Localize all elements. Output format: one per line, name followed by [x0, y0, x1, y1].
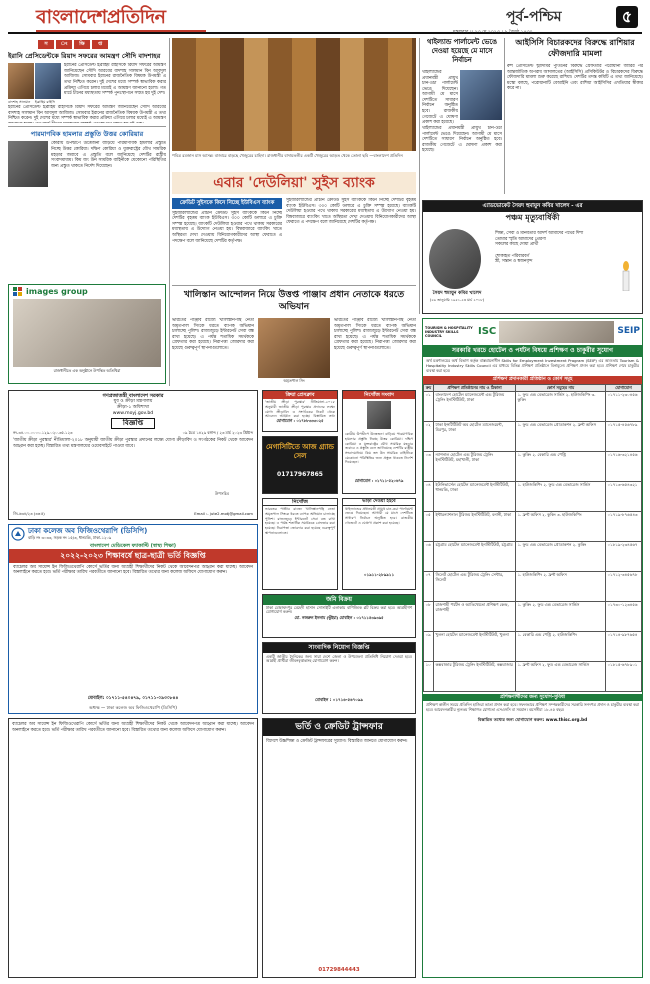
land-sale-ad[interactable]	[262, 594, 416, 638]
column-header: ক্রম	[424, 384, 434, 391]
press-title: ক্রিয়া প্রেসক্লাব	[263, 391, 337, 399]
seip-header	[423, 319, 642, 345]
seip-course-table	[423, 384, 642, 692]
college-ad[interactable]	[8, 524, 258, 714]
table-cell-no: ০৮	[424, 601, 434, 631]
table-cell-course: ১. ফুড এন্ড বেভারেজ সার্ভিস ২. হাউজকিপিং ৩. কুকিং	[516, 391, 606, 421]
column-divider	[504, 38, 505, 194]
table-row	[424, 601, 642, 631]
table-cell-no: ০১	[424, 391, 434, 421]
story-body-cont: সুইজারল্যান্ডের প্রাচীন ক্রেডিট সুইস ব্যাংককে কিনে নিচ্ছে দেশটির বৃহত্তম ব্যাংক ইউবিএস। ৩০০ কোটি ডলারে এ চুক্তি সম্পন্ন হয়েছে। ব্যাংকটি দেউলিয়া হওয়ার পথে থাকায় সরকারের মধ্যস্থতায় এ উদ্যোগ নেওয়া হয়। বিশ্ববাজারে ব্যাংকিং খাতে অস্থিরতা দেখা দেওয়ায় বিনিয়োগকারীদের আস্থা ফেরাতে এ পদক্ষেপ বলে জানিয়েছে দেশটির কর্তৃপক্ষ।	[286, 198, 416, 226]
headline-credit-suisse: এবার 'দেউলিয়া' সুইস ব্যাংক	[213, 175, 375, 191]
story-body-cont: থাইল্যান্ডের প্রধানমন্ত্রী প্রায়ুথ চান-ওচা পার্লামেন্ট ভেঙে দিয়েছেন। আগামী মে মাসে দেশটিতে সাধারণ নির্বাচন অনুষ্ঠিত হবে। রাজকীয় গেজেটে এ ঘোষণা প্রকাশ করা হয়েছে।	[422, 126, 502, 154]
caption: অমৃতপাল সিং	[283, 378, 305, 383]
news-title: সাংবাদিক নিয়োগ বিজ্ঞপ্তি	[263, 643, 415, 653]
story-body: সুইজারল্যান্ডের প্রাচীন ক্রেডিট সুইস ব্যাংককে কিনে নিচ্ছে দেশটির বৃহত্তম ব্যাংক ইউবিএস। ৩০০ কোটি ডলারে এ চুক্তি সম্পন্ন হয়েছে। ব্যাংকটি দেউলিয়া হওয়ার পথে থাকায় সরকারের মধ্যস্থতায় এ উদ্যোগ নেওয়া হয়। বিশ্ববাজারে ব্যাংকিং খাতে অস্থিরতা দেখা দেওয়ায় বিনিয়োগকারীদের আস্থা ফেরাতে এ পদক্ষেপ বলে জানিয়েছে দেশটির কর্তৃপক্ষ।	[172, 210, 282, 244]
headline-icc[interactable]: আইসিসি বিচারকদের বিরুদ্ধে রাশিয়ার ফৌজদারি মামলা	[515, 38, 635, 58]
headline-north-korea[interactable]: পারমাণবিক হামলার প্রস্তুতি উত্তর কোরিয়ার	[30, 130, 144, 139]
photo-north-korea	[8, 141, 48, 187]
college-address: বাড়ি নং ৩০৩৩, সড়ক নং ১৫/৩, ধানমন্ডি, ঢাকা-১২০৯	[28, 535, 112, 540]
photo-memorial-portrait	[429, 229, 481, 289]
tag-letter: প্ত	[92, 40, 108, 49]
mega-title: মেগাসিটিতে আজ গ্র্যান্ড সেল	[265, 443, 335, 460]
photo-amritpal	[258, 318, 330, 378]
tag-letter: ং	[56, 40, 72, 49]
table-cell-course: ১. কুকিং ২. ফুড এন্ড বেভারেজ সার্ভিস	[516, 601, 606, 631]
table-cell-no: ০৫	[424, 511, 434, 541]
missing-notice-2[interactable]	[262, 498, 338, 590]
table-cell-course: ১. ফুড এন্ড বেভারেজ প্রোডাকশন ২. কুকিং	[516, 541, 606, 571]
table-cell-course: ১. ফ্রন্ট অফিস ২. কুকিং ৩. হাউজকিপিং	[516, 511, 606, 541]
college-ad-details	[8, 718, 258, 978]
memorial-line: সকলের কাছে দোয়া প্রার্থী	[495, 242, 539, 248]
journalist-recruitment-ad[interactable]	[262, 642, 416, 714]
column-divider	[419, 38, 420, 314]
memorial-line: তোমার স্মৃতি আমাদের প্রেরণা	[495, 236, 546, 242]
images-group-caption: রাজধানীতে এক অনুষ্ঠানে উপস্থিত অতিথিরা	[53, 368, 121, 373]
admission-body: বিদেশে উচ্চশিক্ষা ও ক্রেডিট ট্রান্সফারের সুযোগ। বিস্তারিত জানতে যোগাযোগ করুন।	[266, 739, 408, 745]
news-body: একটি জাতীয় দৈনিকের জন্য সারা দেশে জেলা ও উপজেলা প্রতিনিধি নিয়োগ দেওয়া হবে। আগ্রহী প্রার্থীরা জীবনবৃত্তান্তসহ যোগাযোগ করুন।	[266, 653, 412, 664]
table-cell-phone[interactable]: ০১৭১৪-৯৮৭৬৫৪	[606, 631, 642, 661]
table-cell-no: ০৩	[424, 451, 434, 481]
table-cell-course: ১. হাউজকিপিং ২. ফ্রন্ট অফিস	[516, 571, 606, 601]
gov-email[interactable]: Email :- jute2.motj@gmail.com	[194, 511, 253, 517]
gov-signer: উপসচিব	[214, 491, 229, 496]
table-row	[424, 571, 642, 601]
benefit-heading: প্রশিক্ষণার্থীদের জন্য সুযোগ-সুবিধা	[423, 694, 642, 702]
table-cell-phone[interactable]: ০১৭১৫-৪৫৬৭৮৯	[606, 421, 642, 451]
candle-icon	[618, 261, 634, 291]
table-cell-phone[interactable]: ০১৭১৬-৩২১৪৫৬	[606, 451, 642, 481]
admission-ad[interactable]	[262, 718, 416, 978]
press-club-ad[interactable]	[262, 390, 338, 432]
missing-phone[interactable]: যোগাযোগ : ০১৭১১-৫২০৬৭৯	[354, 478, 404, 484]
seip-table-heading: প্রশিক্ষণ প্রদানকারী প্রতিষ্ঠান ও কোর্স সমূহ	[423, 376, 642, 384]
seip-ad[interactable]	[422, 318, 643, 978]
college-footer: অধ্যক্ষ — ঢাকা কলেজ অব ফিজিওথেরাপি (ডিসিপি)	[89, 704, 177, 710]
mega-sale-ad[interactable]	[262, 436, 338, 494]
memorial-ad[interactable]	[422, 200, 643, 314]
masthead	[8, 4, 642, 34]
thisc-name: TOURISM & HOSPITALITY INDUSTRY SKILLS COUNCIL	[425, 325, 473, 339]
logo-part1: বাংলাদেশ	[36, 6, 107, 28]
gov-memo: নং-৩৪.০০.০০০০.১২৯.০২০.৩৫.১২৩	[13, 430, 73, 436]
memorial-title: পঞ্চম মৃত্যুবার্ষিকী	[505, 212, 560, 222]
images-group-logo-text: images group	[26, 287, 88, 296]
nikhoj2-title: নিখোঁজ	[263, 499, 337, 506]
table-cell-no: ০৯	[424, 631, 434, 661]
memorial-line: শিক্ষা, সেবা ও মানবতার আদর্শ আমাদের পথের দিশা	[495, 231, 584, 236]
college-body: ব্যাচেলর অব সায়েন্স ইন ফিজিওথেরাপি কোর্সে ভর্তির জন্য আগ্রহী শিক্ষার্থীদের নিকট থেকে আবেদনপত্র আহ্বান করা যাচ্ছে। আবেদন অনলাইনে করতে হবে। ভর্তি পরীক্ষার তারিখ পরবর্তীতে জানানো হবে। বিস্তারিত তথ্যের জন্য কলেজ অফিসে যোগাযোগ করুন।	[13, 564, 253, 576]
section-title: পূর্ব-পশ্চিম	[506, 9, 562, 25]
table-row	[424, 511, 642, 541]
missing-title: নিখোঁজ সংবাদ	[343, 391, 415, 399]
memorial-name: সৈয়দ হুমায়ুন কবির খালেদ	[432, 291, 482, 296]
divider	[8, 126, 166, 127]
table-cell-course: ১. কুকিং ২. বেকারি এন্ড পেস্ট্রি	[516, 451, 606, 481]
tag-letter: ক্ষি	[74, 40, 90, 49]
seip-footer[interactable]: বিস্তারিত তথ্যের জন্য যোগাযোগ করুন: www.thisc.org.bd	[477, 717, 588, 723]
memorial-family: স্ত্রী, সন্তান ও স্বজনবৃন্দ	[495, 259, 533, 265]
photo-raisi	[35, 63, 61, 99]
photo-prayuth	[460, 70, 502, 120]
rent-phone[interactable]: ০১৯১১-২৮৯৯১১	[363, 571, 395, 577]
table-row	[424, 541, 642, 571]
table-cell-inst: বাংলাদেশ হোটেল ম্যানেজমেন্ট এন্ড টুরিজম ট্রেনিং ইনস্টিটিউট, ঢাকা	[434, 391, 516, 421]
table-row	[424, 391, 642, 421]
story-body: ইরানের প্রেসিডেন্ট ইব্রাহিম রাইসিকে রিয়াদ সফরের আমন্ত্রণ জানিয়েছেন সৌদি আরবের বাদশাহ সালমান বিন আবদুল আজিজ। সোমবার ইরানের রাজনৈতিক বিষয়ক উপমন্ত্রী এ তথ্য নিশ্চিত করেন। দুই দেশের মধ্যে সম্পর্ক স্বাভাবিক করার প্রক্রিয়া এগিয়ে চলার মধ্যেই এ আমন্ত্রণ জানানো হলো। গত মার্চে চীনের মধ্যস্থতায় সম্পর্ক পুনঃস্থাপনে সম্মত হয় দুই দেশ।	[64, 63, 166, 97]
credit-suisse-subhead: ক্রেডিট সুইসকে কিনে নিচ্ছে ইউবিএস ব্যাংক	[172, 198, 282, 209]
table-cell-phone[interactable]: ০১৮১৯-২৩৪৫৬৭	[606, 541, 642, 571]
admission-phone[interactable]: 01729844443	[318, 967, 360, 974]
table-cell-no: ০৬	[424, 541, 434, 571]
table-row	[424, 631, 642, 661]
headline-khalistan[interactable]: খালিস্তান আন্দোলন নিয়ে উত্তপ্ত পাঞ্জাব প্রধান নেতাকে ধরতে অভিযান	[183, 290, 405, 312]
memorial-dates: (২৬ জানুয়ারি ১৯৫১-২৩ মার্চ ২০১৮)	[429, 298, 485, 302]
hero-caption: পবিত্র রমজান মাস আসন্ন। বাজারে বাড়ছে খেজুরের চাহিদা। রাজধানীর বাদামতলীর একটি খেজুরের আড়ত থেকে তোলা ছবি —বাংলাদেশ প্রতিদিন	[172, 153, 403, 158]
memorial-banner: এ্যাডভোকেট সৈয়দ হুমায়ুন কবির খালেদ - এর	[423, 201, 642, 212]
credit-suisse-banner[interactable]	[172, 172, 416, 194]
isc-logo: ISC	[478, 325, 497, 337]
images-group-photo	[13, 299, 161, 367]
seip-header-photo	[499, 321, 614, 343]
table-cell-course: ১. বেকারি এন্ড পেস্ট্রি ২. হাউজকিপিং	[516, 631, 606, 661]
college-banner: বাংলাদেশ মেডিকেল ফ্যাকাল্টি (স্বাস্থ্য শিক্ষা)	[89, 543, 177, 549]
gov-header-line: গণপ্রজাতন্ত্রী বাংলাদেশ সরকার	[102, 393, 164, 399]
story-body: ভারতের পাঞ্জাব রাজ্যে খালিস্তানপন্থি নেতা অমৃতপাল সিংকে ধরতে ব্যাপক অভিযান চালাচ্ছে পুলিশ। রাজ্যজুড়ে ইন্টারনেট সেবা বন্ধ রাখা হয়েছে। এ পর্যন্ত শতাধিক সমর্থককে গ্রেফতার করা হয়েছে। নিরাপত্তা জোরদার করা হয়েছে গুরুত্বপূর্ণ স্থাপনাগুলোতে।	[172, 318, 254, 351]
ad-header	[9, 285, 165, 299]
gov-website[interactable]: www.moyj.gov.bd	[112, 410, 154, 416]
logo-underline	[36, 30, 206, 32]
hero-photo-dates-market	[172, 38, 416, 151]
table-row	[424, 451, 642, 481]
table-cell-phone[interactable]: ০১৭৩০-১২৩৪৫৬	[606, 601, 642, 631]
admission-title: ভর্তি ও ক্রেডিট ট্রান্সফার	[263, 719, 415, 736]
table-cell-inst: চট্টগ্রাম হোটেল ম্যানেজমেন্ট ইনস্টিটিউট, চট্টগ্রাম	[434, 541, 516, 571]
gov-header-line: ক্রীড়া-১ অধিশাখা	[116, 404, 150, 410]
caption: বাদশাহ সালমান	[8, 100, 31, 105]
seip-logo: SEIP	[617, 326, 640, 337]
college-details-body: ব্যাচেলর অব সায়েন্স ইন ফিজিওথেরাপি কোর্সে ভর্তির জন্য আগ্রহী শিক্ষার্থীদের নিকট থেকে আবেদনপত্র আহ্বান করা যাচ্ছে। আবেদন অনলাইনে করতে হবে। ভর্তি পরীক্ষার তারিখ পরবর্তীতে জানানো হবে। বিস্তারিত তথ্যের জন্য কলেজ অফিসে যোগাযোগ করুন।	[12, 722, 254, 733]
land-body: ঢাকা মোহাম্মদপুর মেহেদী হাসান সোসাইটি এলাকায় বাণিজ্যিক প্লট বিক্রয় করা হবে। আগ্রহীগণ যোগাযোগ করুন।	[266, 604, 412, 615]
tag-letter: স	[38, 40, 54, 49]
missing-notice[interactable]	[342, 390, 416, 494]
caption: ইব্রাহিম রাইসি	[35, 100, 55, 105]
table-cell-course: ১. ফ্রন্ট অফিস ২. ফুড এন্ড বেভারেজ সার্ভিস	[516, 661, 606, 691]
gov-header-line: যুব ও ক্রীড়া মন্ত্রণালয়	[113, 399, 153, 405]
gov-body: 'জাতীয় ক্রীড়া পুরস্কার' নীতিমালা-২০১৮ অনুযায়ী জাতীয় ক্রীড়া পুরস্কার প্রদানের লক্ষ্যে যোগ্য ক্রীড়াবিদ ও সংগঠকের নিকট থেকে আবেদন আহ্বান করা হচ্ছে। বিস্তারিত তথ্য মন্ত্রণালয়ের ওয়েবসাইটে পাওয়া যাবে।	[13, 437, 253, 449]
column-header: কোর্স সমূহের নাম	[516, 384, 606, 391]
story-body-cont: ভারতের পাঞ্জাব রাজ্যে খালিস্তানপন্থি নেতা অমৃতপাল সিংকে ধরতে ব্যাপক অভিযান চালাচ্ছে পুলিশ। রাজ্যজুড়ে ইন্টারনেট সেবা বন্ধ রাখা হয়েছে। এ পর্যন্ত শতাধিক সমর্থককে গ্রেফতার করা হয়েছে। নিরাপত্তা জোরদার করা হয়েছে গুরুত্বপূর্ণ স্থাপনাগুলোতে।	[334, 318, 416, 351]
college-phone[interactable]: মোবাইল: ০১৭১১-৫৪০৪৭৯, ০১৭১১-০৯৩০৮৪৪	[87, 695, 179, 701]
story-body: কোরীয় উপদ্বীপে উত্তেজনা বাড়িয়ে পারমাণবিক হামলার প্রস্তুতি নিচ্ছে উত্তর কোরিয়া। দক্ষিণ কোরিয়া ও যুক্তরাষ্ট্রের যৌথ সামরিক মহড়ার জবাবে এ প্রস্তুতি বলে জানিয়েছে দেশটির রাষ্ট্রীয় সংবাদমাধ্যম। কিম জং উন সামরিক বাহিনীকে যেকোনো পরিস্থিতির জন্য প্রস্তুত থাকতে নির্দেশ দিয়েছেন।	[51, 141, 166, 169]
table-cell-no: ০৭	[424, 571, 434, 601]
college-header	[9, 525, 257, 543]
photo-pair	[8, 63, 166, 105]
gov-notice-title: বিজ্ঞপ্তি	[111, 418, 155, 429]
images-group-logo-icon	[13, 287, 23, 297]
table-cell-course: ১. হাউজকিপিং ২. ফুড এন্ড বেভারেজ সার্ভিস	[516, 481, 606, 511]
rent-title: ভাড়া দেওয়া হইবে	[343, 499, 415, 506]
college-logo-icon	[11, 527, 25, 541]
page-number: ৫	[616, 6, 638, 28]
table-cell-phone[interactable]: ০১৭১৯-৮৭৬৫৪৩	[606, 511, 642, 541]
memorial-text	[495, 231, 605, 265]
table-cell-phone[interactable]: ০১৭১২-৩৪৫৬৭৮	[606, 571, 642, 601]
left-column	[8, 38, 166, 270]
credit-suisse-left	[172, 198, 282, 267]
seip-intro: অর্থ মন্ত্রণালয়ের অর্থ বিভাগ কর্তৃক বাস্তবায়নাধীন Skills for Employment Investment Program (SEIP) এর আওতায় Tourism & Hospitality Industry Skills Council এর মাধ্যমে বিভিন্ন প্রশিক্ষণ প্রতিষ্ঠানে বিনামূল্যে প্রশিক্ষণ প্রদান করা হবে। প্রশিক্ষণ শেষে চাকুরীর ব্যবস্থা করা হবে।	[426, 357, 639, 373]
table-cell-inst: ন্যাশনাল হোটেল এন্ড টুরিজম ট্রেনিং ইনস্টিটিউট, মহাখালী, ঢাকা	[434, 451, 516, 481]
story-body: থাইল্যান্ডের প্রধানমন্ত্রী প্রায়ুথ চান-ওচা পার্লামেন্ট ভেঙে দিয়েছেন। আগামী মে মাসে দেশটিতে সাধারণ নির্বাচন অনুষ্ঠিত হবে। রাজকীয় গেজেটে এ ঘোষণা প্রকাশ করা হয়েছে।	[422, 70, 458, 124]
table-cell-inst: ইউনিভার্সেল হোটেল ম্যানেজমেন্ট ইনস্টিটিউট, ধানমন্ডি, ঢাকা	[434, 481, 516, 511]
newspaper-logo[interactable]	[36, 6, 165, 30]
column-header: প্রশিক্ষণ প্রতিষ্ঠানের নাম ও ঠিকানা	[434, 384, 516, 391]
table-row	[424, 481, 642, 511]
table-cell-inst: রাজশাহী পর্যটন ও আতিথেয়তা প্রশিক্ষণ কেন্দ্র, রাজশাহী	[434, 601, 516, 631]
gov-notice-ad[interactable]	[8, 390, 258, 520]
college-title: ঢাকা কলেজ অব ফিজিওথেরাপি (ডিসিপি)	[28, 527, 148, 536]
table-cell-no: ১০	[424, 661, 434, 691]
missing-body: কোরীয় উপদ্বীপে উত্তেজনা বাড়িয়ে পারমাণবিক হামলার প্রস্তুতি নিচ্ছে উত্তর কোরিয়া। দক্ষিণ কোরিয়া ও যুক্তরাষ্ট্রের যৌথ সামরিক মহড়ার জবাবে এ প্রস্তুতি বলে জানিয়েছে দেশটির রাষ্ট্রীয় সংবাদমাধ্যম। কিম জং উন সামরিক বাহিনীকে যেকোনো পরিস্থিতির জন্য প্রস্তুত থাকতে নির্দেশ দিয়েছেন।	[345, 432, 413, 465]
images-group-ad[interactable]	[8, 284, 166, 384]
column-header: যোগাযোগ	[606, 384, 642, 391]
photo-missing-person	[367, 401, 391, 429]
table-cell-inst: ঢাকা ইন্সটিটিউট অব হোটেল ম্যানেজমেন্ট, মিরপুর, ঢাকা	[434, 421, 516, 451]
table-cell-inst: খুলনা হোটেল ম্যানেজমেন্ট ইনস্টিটিউট, খুলনা	[434, 631, 516, 661]
table-cell-course: ১. ফুড এন্ড বেভারেজ প্রোডাকশন ২. ফ্রন্ট অফিস	[516, 421, 606, 451]
mega-phone[interactable]: 01717967865	[277, 470, 323, 478]
photo-king-salman	[8, 63, 34, 99]
headline-thailand[interactable]: থাইল্যান্ড পার্লামেন্ট ভেঙে দেওয়া হয়েছে মে মাসে নির্বাচন	[426, 38, 498, 64]
credit-suisse-story	[172, 198, 416, 280]
table-cell-no: ০৪	[424, 481, 434, 511]
nikhoj2-body: ভারতের পাঞ্জাব রাজ্যে খালিস্তানপন্থি নেতা অমৃতপাল সিংকে ধরতে ব্যাপক অভিযান চালাচ্ছে পুলিশ। রাজ্যজুড়ে ইন্টারনেট সেবা বন্ধ রাখা হয়েছে। এ পর্যন্ত শতাধিক সমর্থককে গ্রেফতার করা হয়েছে। নিরাপত্তা জোরদার করা হয়েছে গুরুত্বপূর্ণ স্থাপনাগুলোতে।	[265, 507, 335, 535]
seip-rows	[424, 391, 642, 691]
khalistan-story	[172, 318, 416, 386]
land-phone[interactable]: মো. নজরুল ইসলাম (ভূঁইয়া) মোবাইল : ০১৭১১৫৩৯৩৯৫	[294, 615, 384, 621]
table-cell-inst: সিলেট হোটেল এন্ড টুরিজম ট্রেনিং সেন্টার, সিলেট	[434, 571, 516, 601]
table-cell-phone[interactable]: ০১৭১১-২৩০৪৫৬	[606, 391, 642, 421]
nk-story	[8, 141, 166, 211]
table-header	[424, 384, 642, 391]
land-title: জমি বিক্রয়	[263, 595, 415, 605]
college-headline: ২০২২-২০২৩ শিক্ষাবর্ষে ছাত্র-ছাত্রী ভর্তি বিজ্ঞপ্তি	[9, 549, 257, 562]
seip-headline: সরকারি খরচে হোটেল ও পর্যটন বিষয়ে প্রশিক্ষণ ও চাকুরীর সুযোগ	[423, 345, 642, 357]
briefs-tag	[38, 40, 166, 49]
table-cell-phone[interactable]: ০১৭১৩-৬৫৪৩২১	[606, 481, 642, 511]
story-body: রুশ প্রেসিডেন্ট ভ্লাদিমির পুতিনের বিরুদ্ধে গ্রেফতারি পরোয়ানা জারির পর আন্তর্জাতিক অপরাধ আদালতের (আইসিসি) প্রসিকিউটর ও বিচারকদের বিরুদ্ধে ফৌজদারি মামলা শুরু করেছে রাশিয়া। দেশটির তদন্ত কমিটি এ তথ্য জানিয়েছে। মস্কো বলছে, পরোয়ানাটি বেআইনি এবং রাশিয়া আইসিসির এখতিয়ার স্বীকার করে না।	[507, 64, 643, 92]
table-cell-inst: ইন্টারন্যাশনাল টুরিজম ইনস্টিটিউট, বনানী, ঢাকা	[434, 511, 516, 541]
press-body: 'জাতীয় ক্রীড়া পুরস্কার' নীতিমালা-২০১৮ অনুযায়ী জাতীয় ক্রীড়া পুরস্কার প্রদানের লক্ষ্যে যোগ্য ক্রীড়াবিদ ও সংগঠকের নিকট থেকে আবেদন আহ্বান করা হচ্ছে। বিস্তারিত তথ্য	[265, 400, 335, 419]
logo-part2: প্রতিদিন	[106, 6, 166, 28]
benefit-text: প্রশিক্ষণ কালীন সময়ে প্রতিদিন হাজিরা ভাতা প্রদান করা হবে। সফলভাবে প্রশিক্ষণ সম্পন্নকারীদের সরকারি সনদপত্র প্রদান ও চাকুরীর ব্যবস্থা করা হবে। আবেদনকারীর ন্যূনতম শিক্ষাগত যোগ্যতা এসএসসি বা সমমান। বয়সসীমা ১৮-৪৫ বছর।	[426, 702, 639, 713]
rent-body: থাইল্যান্ডের প্রধানমন্ত্রী প্রায়ুথ চান-ওচা পার্লামেন্ট ভেঙে দিয়েছেন। আগামী মে মাসে দেশটিতে সাধারণ নির্বাচন অনুষ্ঠিত হবে। রাজকীয় গেজেটে এ ঘোষণা প্রকাশ করা হয়েছে।	[345, 506, 413, 525]
table-cell-phone[interactable]: ০১৮১৫-৬৭৮৯০১	[606, 661, 642, 691]
table-row	[424, 661, 642, 691]
dateline: মঙ্গলবার ।। ২৩ মে ২০২৩ । ৯ জ্যৈষ্ঠ ১৪৩০	[453, 30, 533, 35]
memorial-family: শোকাহত পরিবারবর্গ	[495, 253, 530, 259]
gov-date: ০৯ চৈত্র ১৪২৯ বঙ্গাব্দ / ২৩ মার্চ ২০২৩ খ্রিষ্টাব্দ	[182, 430, 253, 436]
divider	[172, 285, 416, 286]
table-row	[424, 421, 642, 451]
story-body-cont: ইরানের প্রেসিডেন্ট ইব্রাহিম রাইসিকে রিয়াদ সফরের আমন্ত্রণ জানিয়েছেন সৌদি আরবের বাদশাহ সালমান বিন আবদুল আজিজ। সোমবার ইরানের রাজনৈতিক বিষয়ক উপমন্ত্রী এ তথ্য নিশ্চিত করেন। দুই দেশের মধ্যে সম্পর্ক স্বাভাবিক করার প্রক্রিয়া এগিয়ে চলার মধ্যেই এ আমন্ত্রণ	[8, 105, 166, 122]
news-phone[interactable]: মোবাইল : ০১৭১৬-৫৬৭০৯৯	[314, 696, 364, 702]
gov-ref: জি-৬৩৪/২৩ (৩×৫)	[13, 511, 45, 517]
column-divider	[169, 38, 170, 386]
rent-ad[interactable]	[342, 498, 416, 590]
headline-iran-saudi[interactable]: ইরানি প্রেসিডেন্টকে রিয়াদ সফরের আমন্ত্রণ সৌদি বাদশাহর	[8, 52, 161, 60]
table-cell-no: ০২	[424, 421, 434, 451]
gov-header	[9, 391, 257, 416]
thailand-story	[422, 70, 502, 194]
press-phone[interactable]: যোগাযোগ : ০১৭৮৮৩৩৩০২৫	[276, 418, 324, 424]
table-cell-inst: কক্সবাজার টুরিজম ট্রেনিং ইনস্টিটিউট, কক্সবাজার	[434, 661, 516, 691]
